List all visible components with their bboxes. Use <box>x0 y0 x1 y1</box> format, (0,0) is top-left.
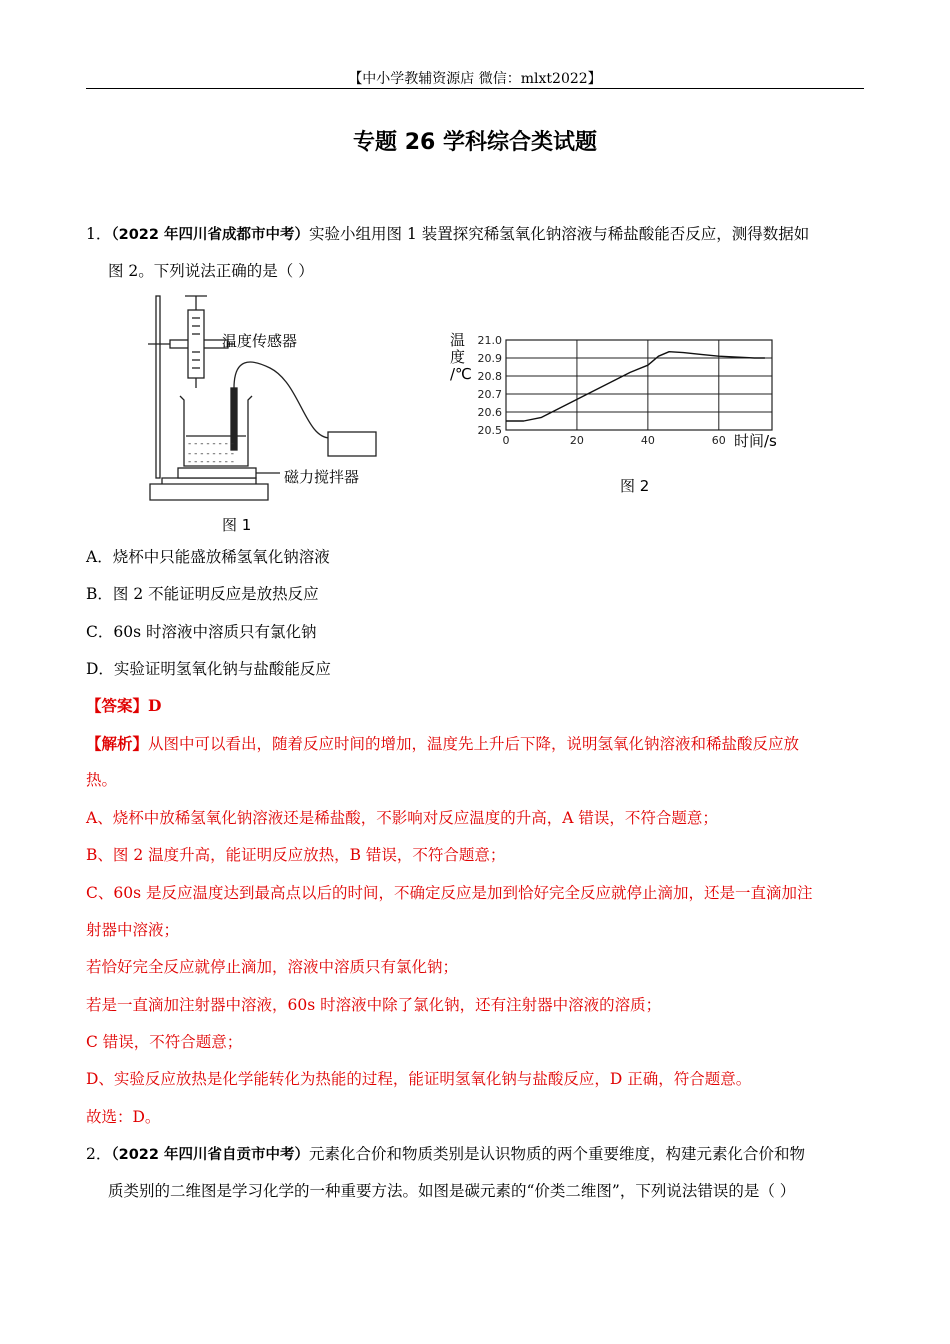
chart-xtick-label: 20 <box>569 434 584 447</box>
page-title: 专题 26 学科综合类试题 <box>353 130 597 155</box>
answer-tag: 【答案】 <box>86 696 149 715</box>
chart-ytick-label: 20.9 <box>477 352 502 365</box>
q1-option-b: B．图 2 不能证明反应是放热反应 <box>86 585 319 603</box>
analysis-line: A、烧杯中放稀氢氧化钠溶液还是稀盐酸，不影响对反应温度的升高，A 错误，不符合题意； <box>86 809 718 827</box>
label-temperature-sensor: 温度传感器 <box>222 332 298 350</box>
chart-ytick-label: 20.5 <box>477 424 502 437</box>
svg-text:- - - - - - - -: - - - - - - - - <box>188 457 235 467</box>
chart-frame <box>506 340 772 430</box>
q1-answer <box>86 694 161 716</box>
q2-source: （2022 年四川省自贡市中考） <box>111 1147 310 1163</box>
chart-xlabel: 时间/s <box>734 432 777 450</box>
label-magnetic-stirrer: 磁力搅拌器 <box>284 468 360 486</box>
q1-line-2: 图 2。下列说法正确的是（ ） <box>108 262 314 280</box>
analysis-line: 故选：D。 <box>86 1108 161 1126</box>
analysis-line: B、图 2 温度升高，能证明反应放热，B 错误，不符合题意； <box>86 846 506 864</box>
q1-analysis-line-2: 热。 <box>86 771 118 789</box>
q1-option-a: A．烧杯中只能盛放稀氢氧化钠溶液 <box>86 548 330 566</box>
stand-base <box>150 484 268 500</box>
chart-series-line <box>506 352 765 421</box>
magnetic-stirrer <box>178 468 256 478</box>
analysis-line: 射器中溶液； <box>86 921 180 939</box>
q1-option-d: D．实验证明氢氧化钠与盐酸能反应 <box>86 660 331 678</box>
header-divider <box>86 88 864 89</box>
sensor-box <box>328 432 376 456</box>
figure-1-apparatus <box>140 288 390 538</box>
chart-ylabel-part-2: 度 <box>450 348 466 366</box>
analysis-line: C、60s 是反应温度达到最高点以后的时间，不确定反应是加到恰好完全反应就停止滴加，还是一直滴加注 <box>86 884 813 902</box>
chart-xtick-label: 60 <box>711 434 726 447</box>
analysis-line: 若恰好完全反应就停止滴加，溶液中溶质只有氯化钠； <box>86 958 459 976</box>
svg-text:- - - - - - - -: - - - - - - - - <box>188 439 235 449</box>
analysis-line: C 错误，不符合题意； <box>86 1033 243 1051</box>
chart-ytick-label: 20.7 <box>477 388 502 401</box>
chart-xtick-label: 0 <box>502 434 510 447</box>
chart-ytick-label: 20.6 <box>477 406 502 419</box>
q2-text-1: 元素化合价和物质类别是认识物质的两个重要维度，构建元素化合价和物 <box>309 1145 806 1163</box>
q1-text-1: 实验小组用图 1 装置探究稀氢氧化钠溶液与稀盐酸能否反应，测得数据如 <box>309 225 810 243</box>
chart-ylabel-part-1: 温 <box>450 331 466 349</box>
figure-2-caption: 图 2 <box>620 477 650 495</box>
q1-option-c: C．60s 时溶液中溶质只有氯化钠 <box>86 623 317 641</box>
q2-line-2: 质类别的二维图是学习化学的一种重要方法。如图是碳元素的“价类二维图”，下列说法错误的是（ ） <box>108 1182 796 1200</box>
page-header: 【中小学教辅资源店 微信：mlxt2022】 <box>348 71 602 87</box>
svg-text:- - - - - - - -: - - - - - - - - <box>188 449 235 459</box>
chart-xtick-label: 40 <box>640 434 655 447</box>
q1-analysis-line-1 <box>86 732 799 754</box>
q2-number: 2． <box>86 1145 112 1163</box>
stand-base-top <box>162 478 256 484</box>
stand-rod <box>156 296 160 478</box>
analysis-tag: 【解析】 <box>86 734 149 753</box>
analysis-text-1: 从图中可以看出，随着反应时间的增加，温度先上升后下降，说明氢氧化钠溶液和稀盐酸反应放 <box>148 735 800 753</box>
chart-ylabel-part-3: /℃ <box>450 365 472 383</box>
q1-source: （2022 年四川省成都市中考） <box>111 227 310 243</box>
chart-ylabel <box>450 332 472 383</box>
chart-ytick-label: 20.8 <box>477 370 502 383</box>
figure-1-caption: 图 1 <box>222 516 252 534</box>
q2-line-1 <box>86 1142 805 1164</box>
answer-value: D <box>148 696 162 715</box>
analysis-line: 若是一直滴加注射器中溶液，60s 时溶液中除了氯化钠，还有注射器中溶液的溶质； <box>86 996 662 1014</box>
q1-number: 1． <box>86 225 112 243</box>
chart-ytick-label: 21.0 <box>477 334 502 347</box>
q1-line-1 <box>86 222 809 244</box>
liquid-bubbles <box>188 439 234 467</box>
analysis-line: D、实验反应放热是化学能转化为热能的过程，能证明氢氧化钠与盐酸反应，D 正确，符合题意。 <box>86 1070 752 1088</box>
